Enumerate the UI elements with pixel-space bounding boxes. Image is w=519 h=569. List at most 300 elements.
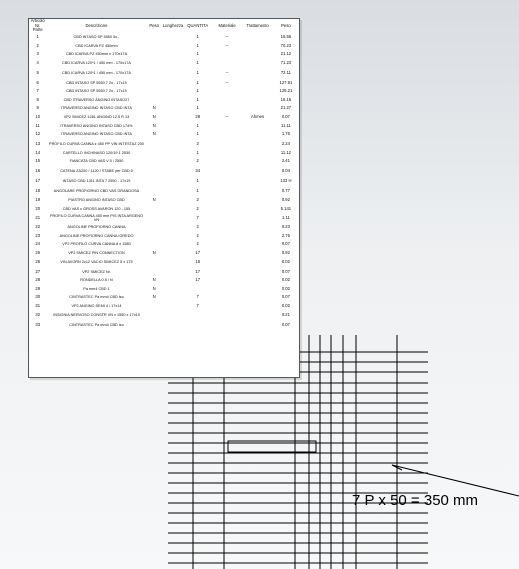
cell-treatment <box>242 257 272 267</box>
cell-weight: 2.41 <box>281 158 290 164</box>
cell-weight: 127.91 <box>279 79 293 85</box>
cell-weight-flag <box>147 205 162 214</box>
cell-item-nr: 12 <box>35 131 41 137</box>
cell-length <box>162 41 184 50</box>
cell-description: INTASO CBD 1311 INTA 7 2550 - 17x19 <box>62 178 131 183</box>
cell-item-nr: 22 <box>35 224 41 230</box>
bom-row <box>29 122 299 131</box>
cell-weight: 0.02 <box>281 285 290 291</box>
cell-weight-flag <box>147 320 162 329</box>
cell-item-nr: 2 <box>36 42 39 48</box>
cell-item-nr: 16 <box>35 167 41 173</box>
cell-length <box>162 302 184 311</box>
cell-description: VP2 ANGINO SEMI 4 / 17x14 <box>71 303 122 308</box>
cell-treatment <box>242 320 272 329</box>
cell-description: PIASTRO ANGINO INTASO CBD <box>68 198 125 203</box>
cell-weight-flag <box>147 50 162 59</box>
cell-weight: 0.07 <box>281 114 290 120</box>
cell-material <box>212 249 242 258</box>
cell-description: CATENA ZA200 / 1120 / STABE per CBD 5 <box>60 168 133 173</box>
cell-quantity: 1 <box>196 70 199 76</box>
bom-row <box>29 267 299 276</box>
cell-description: PROFILO CURVA CANNA 450 mm PIS INTA ARGENO VN <box>49 213 143 223</box>
cell-length <box>162 205 184 214</box>
cell-weight: 0.07 <box>281 241 290 247</box>
cell-quantity: 1 <box>196 131 199 137</box>
cell-material <box>212 104 242 113</box>
cell-treatment <box>242 176 272 186</box>
bom-row <box>29 213 299 223</box>
cell-material <box>212 96 242 105</box>
cell-weight: 0.07 <box>281 268 290 274</box>
cell-item-nr: 18 <box>35 187 41 193</box>
cell-weight-flag: N <box>152 122 156 128</box>
cell-weight: 2.75 <box>281 232 290 238</box>
cell-weight-flag: N <box>152 114 156 120</box>
bom-row <box>29 149 299 158</box>
cell-description: ITRAVERSO ANGINO INTASO CBD INTA <box>61 132 132 137</box>
cell-weight: 0.02 <box>281 302 290 308</box>
bom-row <box>29 196 299 205</box>
cell-item-nr: 14 <box>35 149 41 155</box>
cell-treatment <box>242 50 272 59</box>
cell-weight-flag <box>147 96 162 105</box>
cell-material <box>212 267 242 276</box>
bom-row <box>29 96 299 105</box>
cell-material <box>212 87 242 96</box>
cell-weight: 0.07 <box>281 294 290 300</box>
cell-treatment <box>242 196 272 205</box>
dimension-label: 7 P x 50 = 350 mm <box>352 492 479 509</box>
cell-weight-flag <box>147 310 162 320</box>
cell-item-nr: 7 <box>36 88 39 94</box>
cell-weight: 0.07 <box>281 321 290 327</box>
cell-treatment <box>242 41 272 50</box>
cell-length <box>162 122 184 131</box>
cell-material <box>212 310 242 320</box>
cell-material: -- <box>225 79 229 85</box>
cell-quantity: 7 <box>196 294 199 300</box>
cell-material <box>212 59 242 69</box>
cell-treatment <box>242 186 272 196</box>
cell-item-nr: 10 <box>35 114 41 120</box>
cell-treatment <box>242 267 272 276</box>
cell-weight-flag: N <box>152 131 156 137</box>
cell-description: VP2 SMICEZ PIN CONNECTION <box>68 251 125 256</box>
bom-row <box>29 104 299 113</box>
cell-quantity: 1 <box>196 149 199 155</box>
cell-length <box>162 223 184 232</box>
cell-item-nr: 31 <box>35 302 41 308</box>
cell-weight-flag <box>147 267 162 276</box>
cell-quantity: 1 <box>196 187 199 193</box>
cell-material <box>212 232 242 241</box>
cell-weight-flag <box>147 223 162 232</box>
cell-quantity: 1 <box>196 33 199 39</box>
bom-table-sheet[interactable] <box>28 18 300 378</box>
cell-treatment <box>242 139 272 149</box>
cell-description: Pa mm4 CBD 1 <box>83 286 110 291</box>
bom-row <box>29 41 299 50</box>
cell-weight-flag <box>147 79 162 88</box>
cell-description: CBD ICARVA PZ 450mm <box>75 43 118 48</box>
cell-weight: 0.04 <box>281 167 290 173</box>
cell-treatment <box>242 205 272 214</box>
cell-item-nr: 21 <box>35 214 41 220</box>
bom-row <box>29 240 299 249</box>
cell-quantity: 2 <box>196 205 199 211</box>
bom-row <box>29 302 299 311</box>
cell-material <box>212 205 242 214</box>
cell-material <box>212 240 242 249</box>
bom-row <box>29 157 299 166</box>
cell-quantity: 2 <box>196 224 199 230</box>
cell-quantity <box>184 285 212 294</box>
bom-table <box>29 19 299 329</box>
cell-weight: 1.11 <box>281 214 290 220</box>
cell-length <box>162 213 184 223</box>
cell-weight-flag <box>147 157 162 166</box>
cell-description: CINTRASTEC Pa mm4 CBD lso <box>69 322 124 327</box>
cell-treatment <box>242 149 272 158</box>
cell-treatment <box>242 213 272 223</box>
cell-item-nr: 5 <box>36 70 39 76</box>
cell-description: VP2 PROFILO CURVA CANNA 8 x 1580 <box>62 242 131 247</box>
cell-weight: 1.76 <box>281 131 290 137</box>
cell-weight-flag: N <box>152 285 156 291</box>
cell-item-nr: 29 <box>35 285 41 291</box>
cell-item-nr: 28 <box>35 277 41 283</box>
cell-weight: 16.56 <box>280 33 292 39</box>
cell-description: CBD ICARVA 120*1 / 450 mm - 170x17A <box>62 71 131 76</box>
cell-quantity: 2 <box>196 232 199 238</box>
cell-quantity <box>184 310 212 320</box>
cell-item-nr: 8 <box>36 96 39 102</box>
cell-quantity: 2 <box>196 197 199 203</box>
cell-quantity: 17 <box>195 250 201 256</box>
cell-description: ANGOLINE PROFIORNO CANNA IGREDO <box>59 233 134 238</box>
cell-weight-flag <box>147 33 162 42</box>
cell-weight-flag: N <box>152 250 156 256</box>
cell-length <box>162 149 184 158</box>
cell-quantity: 2 <box>196 140 199 146</box>
cell-length <box>162 186 184 196</box>
cell-description: VP2 SMICEZ Nr. <box>82 269 111 274</box>
cell-item-nr: 27 <box>35 268 41 274</box>
cell-description: CBD VAS v GROSS AVARON 120 - 155 <box>62 206 131 211</box>
cell-length <box>162 69 184 79</box>
bom-row <box>29 166 299 176</box>
cell-description: VIN AVORN 2x12 VACIO SIMICEZ 5 x 175 <box>60 260 133 265</box>
cell-item-nr: 23 <box>35 232 41 238</box>
cell-weight: 11.11 <box>280 122 291 128</box>
cell-treatment <box>242 310 272 320</box>
cell-length <box>162 59 184 69</box>
cell-weight-flag <box>147 176 162 186</box>
cell-treatment <box>242 33 272 42</box>
cell-length <box>162 196 184 205</box>
header-item-nr: Articolo Nr. Parte <box>30 19 45 33</box>
bom-row <box>29 310 299 320</box>
cell-item-nr: 19 <box>35 197 41 203</box>
cell-material <box>212 50 242 59</box>
cell-treatment <box>242 96 272 105</box>
cell-length <box>162 113 184 122</box>
cell-length <box>162 104 184 113</box>
cell-treatment <box>242 223 272 232</box>
cell-weight: 21.27 <box>280 105 292 111</box>
bom-row <box>29 69 299 79</box>
cell-description: CINTRASTEC Pa mm4 CBD lso <box>69 295 124 300</box>
cell-material <box>212 257 242 267</box>
cell-length <box>162 232 184 241</box>
grid-horizontal-lines <box>168 352 428 563</box>
cell-treatment <box>242 59 272 69</box>
cell-material: -- <box>225 114 229 120</box>
header-length: Lunghezza <box>162 22 184 28</box>
cell-treatment <box>242 276 272 285</box>
cell-item-nr: 24 <box>35 241 41 247</box>
bom-row <box>29 59 299 69</box>
cell-treatment <box>242 130 272 139</box>
cell-material <box>212 157 242 166</box>
bom-row <box>29 249 299 258</box>
bom-row <box>29 320 299 329</box>
bom-row <box>29 276 299 285</box>
cell-item-nr: 25 <box>35 250 41 256</box>
cell-length <box>162 96 184 105</box>
cell-length <box>162 50 184 59</box>
cell-length <box>162 249 184 258</box>
cell-length <box>162 285 184 294</box>
cell-item-nr: 3 <box>36 51 39 57</box>
cell-item-nr: 9 <box>36 105 39 111</box>
cell-weight-flag: N <box>152 277 156 283</box>
cell-item-nr: 15 <box>35 158 41 164</box>
cell-treatment <box>242 249 272 258</box>
cell-material <box>212 196 242 205</box>
cell-material <box>212 213 242 223</box>
bom-row <box>29 186 299 196</box>
bom-header-row <box>29 19 299 33</box>
cell-description: ITRAVERSO ANGINO INTASO CBD INTA <box>61 106 132 111</box>
header-material: Materiale <box>218 22 236 28</box>
cell-treatment <box>242 104 272 113</box>
cell-item-nr: 26 <box>35 259 41 265</box>
cell-description: CBD ICARVA PZ 450mm x 170x17A <box>65 52 128 57</box>
cell-quantity: 1 <box>196 79 199 85</box>
cell-item-nr: 4 <box>36 60 39 66</box>
cell-description: PROFILO CURVA CANNA z 450 PP VIN INTESTAZ 200 <box>49 141 144 146</box>
cell-weight-flag <box>147 302 162 311</box>
cell-weight-flag <box>147 149 162 158</box>
cell-length <box>162 310 184 320</box>
cell-description: ANGOLARE PROFIORNO CBD VAS GRANDOSA <box>53 188 140 193</box>
cell-quantity: 1 <box>196 96 199 102</box>
cell-description: INSIGNIA NERVOSO CONSTR VN x 1550 x 17x19 <box>53 313 140 318</box>
cell-treatment <box>242 285 272 294</box>
cell-length <box>162 176 184 186</box>
cell-material <box>212 166 242 176</box>
cell-treatment <box>242 240 272 249</box>
bom-row <box>29 257 299 267</box>
cell-length <box>162 267 184 276</box>
cell-item-nr: 30 <box>35 294 41 300</box>
cell-weight: 70.23 <box>280 42 292 48</box>
header-description: Descrizione <box>85 22 108 28</box>
cell-quantity: 1 <box>196 177 199 183</box>
bom-row <box>29 113 299 122</box>
cell-weight-flag: N <box>152 294 156 300</box>
cell-treatment <box>242 122 272 131</box>
cell-weight: 128.21 <box>279 88 293 94</box>
cell-material <box>212 302 242 311</box>
cell-weight-flag <box>147 257 162 267</box>
cell-item-nr: 1 <box>36 33 39 39</box>
cell-quantity: 28 <box>195 114 201 120</box>
cell-description: ANGOLINE PROFIORNO CANNA <box>67 225 126 230</box>
bom-row <box>29 50 299 59</box>
cell-material: -- <box>225 42 229 48</box>
cell-weight: 0.92 <box>281 197 290 203</box>
cell-weight: 0.21 <box>281 312 290 318</box>
cell-material <box>212 293 242 302</box>
cell-material <box>212 285 242 294</box>
cell-length <box>162 139 184 149</box>
cell-treatment: Ahmes <box>251 114 265 120</box>
cell-weight: 0.23 <box>281 224 290 230</box>
cell-description: CBD INTASO SP 5550 7 2x - 17x19 <box>66 80 127 85</box>
cell-quantity: 1 <box>196 60 199 66</box>
bom-table-body <box>29 33 299 329</box>
cell-material <box>212 186 242 196</box>
cell-length <box>162 257 184 267</box>
cell-length <box>162 320 184 329</box>
cell-item-nr: 11 <box>35 122 40 128</box>
bom-row <box>29 79 299 88</box>
cell-weight-flag <box>147 139 162 149</box>
cell-quantity: 1 <box>196 51 199 57</box>
cell-length <box>162 33 184 42</box>
cell-quantity: 17 <box>195 268 201 274</box>
cell-item-nr: 33 <box>35 321 41 327</box>
cell-weight-flag <box>147 232 162 241</box>
cell-weight: 0.02 <box>281 277 290 283</box>
cell-weight-flag <box>147 186 162 196</box>
cell-description: CBD ITRAVERSO ANGINO INTASO27 <box>63 97 130 102</box>
cell-weight-flag: N <box>152 105 156 111</box>
cell-length <box>162 79 184 88</box>
cell-treatment <box>242 79 272 88</box>
cell-treatment <box>242 69 272 79</box>
cell-length <box>162 166 184 176</box>
cell-treatment <box>242 87 272 96</box>
cell-quantity: 16 <box>195 259 201 265</box>
cell-weight-flag <box>147 87 162 96</box>
cell-description: CBD INTASO SP 5550 7 2x - 17x19 <box>66 89 127 94</box>
cell-description: CARTELLO INCHINASO 120/19 1 2530 <box>62 150 131 155</box>
cell-quantity: 1 <box>196 42 199 48</box>
cell-weight: 133 H <box>280 177 292 183</box>
cell-treatment <box>242 302 272 311</box>
cell-material <box>212 276 242 285</box>
cell-description: CBD ICARVA 120*1 / 450 mm - 170x17A <box>62 61 131 66</box>
cell-weight: 71.23 <box>280 60 292 66</box>
cell-material: -- <box>225 70 229 76</box>
cell-weight-flag <box>147 240 162 249</box>
header-weight-flag: Peso <box>149 22 159 28</box>
cell-quantity <box>184 320 212 329</box>
cell-material <box>212 130 242 139</box>
cell-quantity: 2 <box>196 158 199 164</box>
cell-item-nr: 17 <box>35 177 41 183</box>
cell-weight: 0.77 <box>281 187 290 193</box>
cell-item-nr: 6 <box>36 79 39 85</box>
cell-quantity: 7 <box>196 214 199 220</box>
bom-row <box>29 139 299 149</box>
cell-quantity: 34 <box>195 167 201 173</box>
bom-row <box>29 285 299 294</box>
cell-weight: 72.11 <box>280 70 291 76</box>
cell-quantity: 7 <box>196 302 199 308</box>
cell-description: CBD INTASO SP 5550 5x - <box>73 34 120 39</box>
cell-quantity: 1 <box>196 105 199 111</box>
cell-treatment <box>242 166 272 176</box>
cell-weight: 0.02 <box>281 259 290 265</box>
cell-material <box>212 149 242 158</box>
cell-weight-flag <box>147 69 162 79</box>
cell-quantity: 2 <box>196 241 199 247</box>
cell-weight: 0.92 <box>281 250 290 256</box>
bom-row <box>29 232 299 241</box>
cell-treatment <box>242 293 272 302</box>
cell-treatment <box>242 157 272 166</box>
cell-length <box>162 240 184 249</box>
cell-length <box>162 87 184 96</box>
cell-item-nr: 13 <box>35 140 41 146</box>
cell-quantity: 1 <box>196 122 199 128</box>
header-treatment: Trattamento <box>246 22 269 28</box>
bom-row <box>29 176 299 186</box>
header-quantity: QUANTITA <box>187 22 209 28</box>
cell-weight-flag <box>147 41 162 50</box>
cell-weight: 11.12 <box>280 149 291 155</box>
cell-description: VP2 SMICEZ 1281 ANGINO 12.5 R 13 <box>63 115 130 120</box>
cell-material <box>212 320 242 329</box>
cell-description: RONDELLA 0.5 / N <box>80 278 113 283</box>
bom-row <box>29 130 299 139</box>
cell-length <box>162 157 184 166</box>
cell-description: FIANCATA CBD VAS V 5 / 2550 <box>69 159 124 164</box>
cell-quantity: 1 <box>196 88 199 94</box>
cell-description: ITRAVERSO ANGINO INTASO CBD 174% <box>60 123 133 128</box>
cell-weight-flag <box>147 59 162 69</box>
cell-treatment <box>242 232 272 241</box>
cell-item-nr: 32 <box>35 312 41 318</box>
cell-length <box>162 276 184 285</box>
cell-weight-flag <box>147 166 162 176</box>
cell-weight: 16.15 <box>280 96 292 102</box>
bom-row <box>29 293 299 302</box>
cell-item-nr: 20 <box>35 205 41 211</box>
cell-material <box>212 139 242 149</box>
cell-weight-flag: N <box>152 197 156 203</box>
cell-quantity: 17 <box>195 277 201 283</box>
header-weight: Peso <box>281 22 291 28</box>
cell-weight-flag <box>147 213 162 223</box>
cell-material <box>212 176 242 186</box>
bom-row <box>29 223 299 232</box>
